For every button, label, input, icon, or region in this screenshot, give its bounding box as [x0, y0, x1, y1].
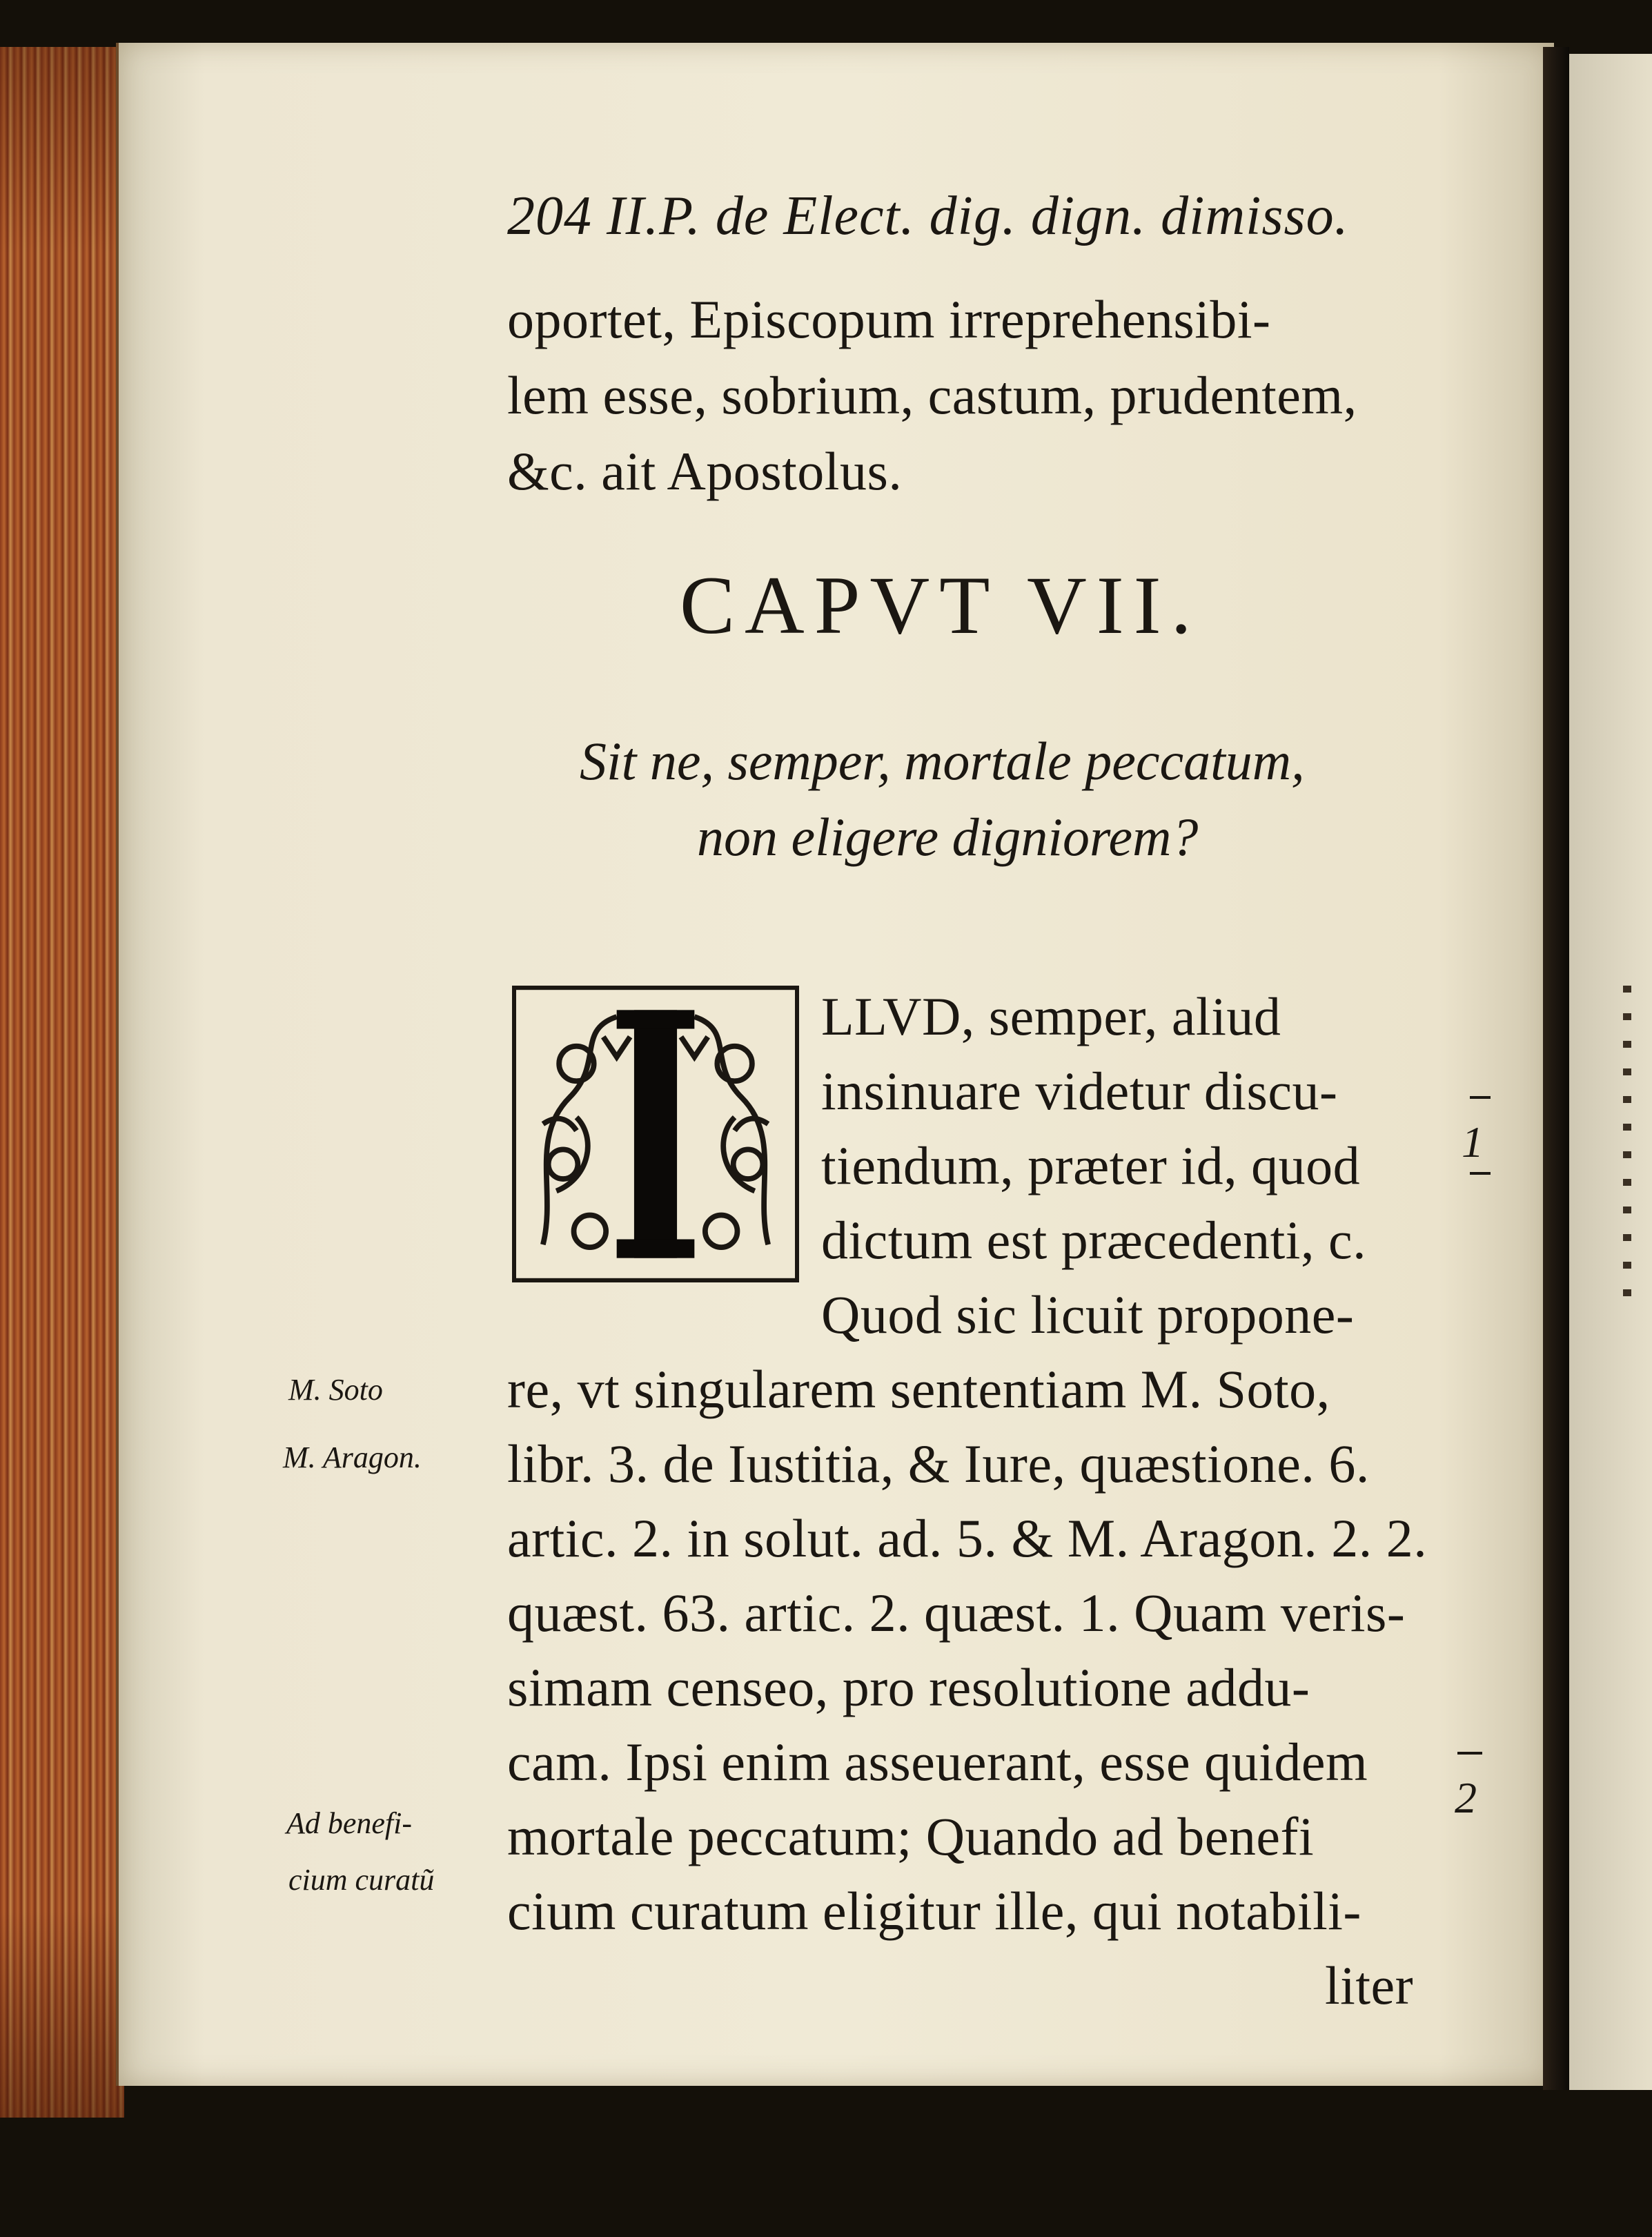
body-line-14: liter: [1325, 1955, 1414, 2015]
book-spread: [0, 19, 1652, 2237]
margin-note-benefi: Ad benefi-: [286, 1806, 413, 1840]
next-page-text-edge: [1623, 986, 1631, 1317]
body-line-10: simam censeo, pro resolutione addu-: [507, 1657, 1310, 1717]
margin-number-2: 2: [1455, 1773, 1477, 1822]
page-edges: [0, 47, 124, 2118]
body-line-3: tiendum, præter id, quod: [821, 1135, 1361, 1195]
body-line-12: mortale peccatum; Quando ad benefi: [507, 1806, 1315, 1866]
intro-line-3: &c. ait Apostolus.: [507, 441, 903, 501]
body-line-9: quæst. 63. artic. 2. quæst. 1. Quam veris-: [507, 1583, 1406, 1643]
body-line-4: dictum est præcedenti, c.: [821, 1210, 1367, 1270]
margin-bracket-1-top: [1470, 1096, 1491, 1099]
body-line-2: insinuare videtur discu-: [821, 1061, 1338, 1121]
margin-note-soto: M. Soto: [288, 1373, 383, 1407]
running-head: 204 II.P. de Elect. dig. dign. dimisso.: [507, 186, 1349, 246]
subtitle-line-1: Sit ne, semper, mortale peccatum,: [580, 731, 1305, 791]
decorated-initial: [512, 986, 799, 1282]
floral-ornament: [516, 990, 795, 1278]
body-line-7: libr. 3. de Iustitia, & Iure, quæstione. 6.: [507, 1434, 1370, 1494]
body-line-6: re, vt singularem sententiam M. Soto,: [507, 1359, 1330, 1419]
subtitle-line-2: non eligere digniorem?: [697, 807, 1199, 867]
margin-note-aragon: M. Aragon.: [283, 1440, 422, 1474]
intro-line-1: oportet, Episcopum irreprehensibi-: [507, 289, 1271, 349]
body-line-8: artic. 2. in solut. ad. 5. & M. Aragon. 2. 2.: [507, 1508, 1428, 1568]
margin-bracket-1-bottom: [1470, 1172, 1491, 1175]
body-line-11: cam. Ipsi enim asseuerant, esse quidem: [507, 1732, 1368, 1792]
body-line-5: Quod sic licuit propone-: [821, 1284, 1355, 1345]
intro-line-2: lem esse, sobrium, castum, prudentem,: [507, 365, 1357, 425]
margin-number-1: 1: [1462, 1117, 1484, 1166]
gutter: [1543, 47, 1569, 2090]
margin-note-curatum: cium curatũ: [288, 1863, 435, 1897]
margin-bracket-2-top: [1457, 1752, 1482, 1755]
body-line-13: cium curatum eligitur ille, qui notabili-: [507, 1881, 1361, 1941]
chapter-title: CAPVT VII.: [680, 559, 1201, 651]
next-page-edge: [1569, 54, 1652, 2090]
body-line-1: LLVD, semper, aliud: [821, 986, 1281, 1046]
